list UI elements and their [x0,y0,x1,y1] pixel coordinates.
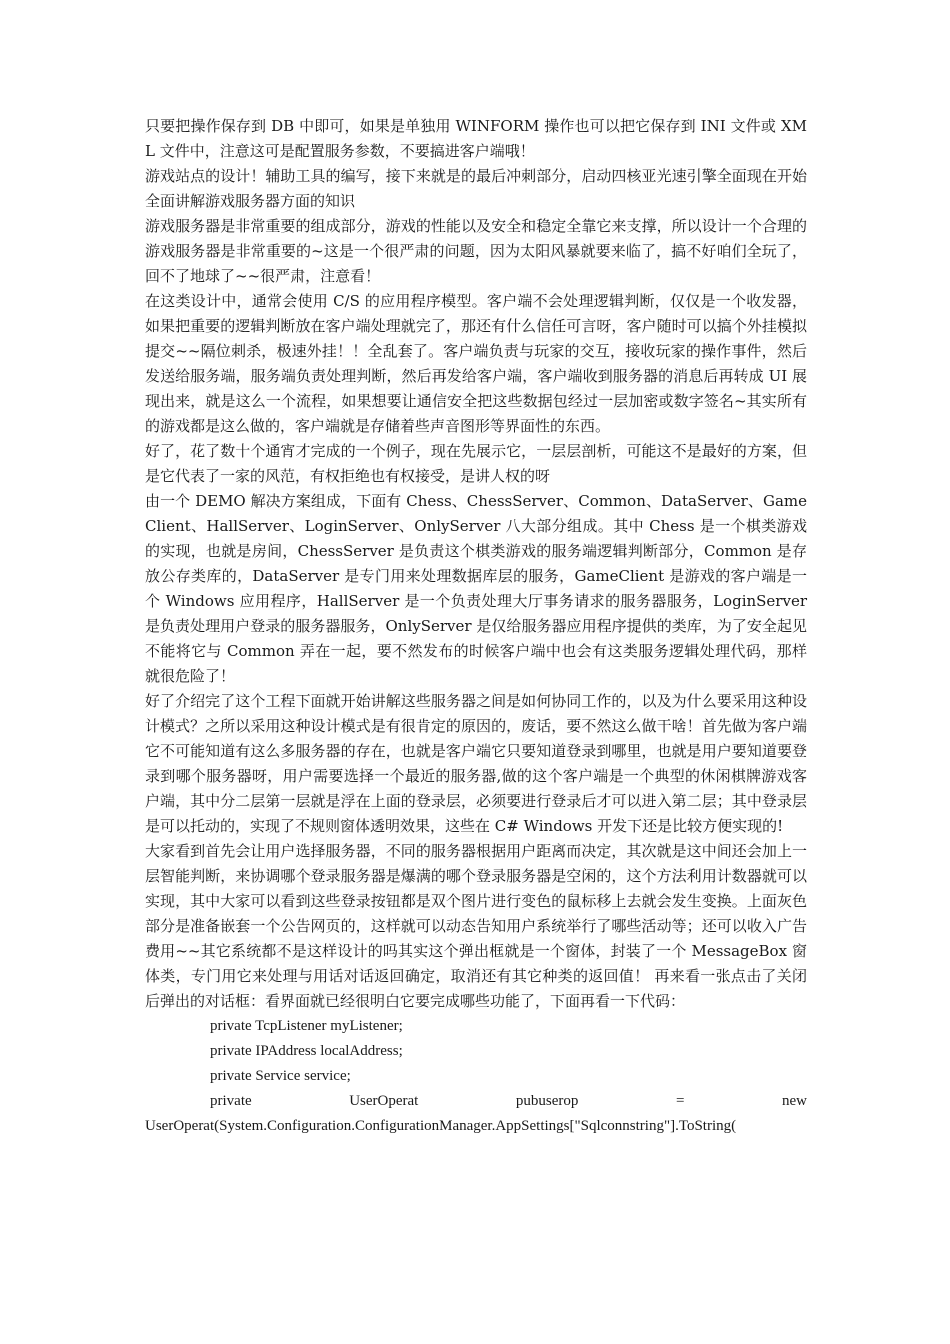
code-token: private [210,1093,252,1109]
code-block [145,1014,807,1139]
code-token: pubuserop [515,1093,579,1109]
code-token: UserOperat [349,1093,419,1109]
code-line-wrapped [145,1089,807,1114]
paragraph-server-importance: 游戏服务器是非常重要的组成部分，游戏的性能以及安全和稳定全靠它来支撑，所以设计一个合理的游戏服务器是非常重要的~这是一个很严肃的问题，因为太阳风暴就要来临了，搞不好咱们全玩了，回不了地球了~~很严肃，注意看！ [145,217,807,285]
paragraph-server-selection: 大家看到首先会让用户选择服务器，不同的服务器根据用户距离而决定，其次就是这中间还会加上一层智能判断，来协调哪个登录服务器是爆满的哪个登录服务器是空闲的，这个方法利用计数器就可以实现，其中大家可以看到这些登录按钮都是双个图片进行变色的鼠标移上去就会发生变换。上面灰色部分是准备嵌套一个公告网页的，这样就可以动态告知用户系统举行了哪些活动等；还可以收入广告费用~~其它系统都不是这样设计的吗其实这个弹出框就是一个窗体，封装了一个 MessageBox 窗体类，专门用它来处理与用话对话返回确定，取消还有其它种类的返回值！ 再来看一张点击了关闭后弹出的对话框：看界面就已经很明白它要完成哪些功能了，下面再看一下代码： [145,842,807,1010]
paragraph-cs-model: 在这类设计中，通常会使用 C/S 的应用程序模型。客户端不会处理逻辑判断，仅仅是一个收发器，如果把重要的逻辑判断放在客户端处理就完了，那还有什么信任可言呀，客户随时可以搞个外挂模拟提交~~隔位刺杀，极速外挂！！全乱套了。客户端负责与玩家的交互，接收玩家的操作事件，然后发送给服务端，服务端负责处理判断，然后再发给客户端，客户端收到服务器的消息后再转成 UI 展现出来，就是这么一个流程，如果想要让通信安全把这些数据包经过一层加密或数字签名~其实所有的游戏都是这么做的，客户端就是存储着些声音图形等界面性的东西。 [145,292,807,435]
paragraph-config-note: 只要把操作保存到 DB 中即可，如果是单独用 WINFORM 操作也可以把它保存到 INI 文件或 XML 文件中，注意这可是配置服务参数，不要搞进客户端哦！ [145,117,807,160]
document-page [145,114,807,1139]
paragraph-design-pattern: 好了介绍完了这个工程下面就开始讲解这些服务器之间是如何协同工作的，以及为什么要采用这种设计模式？之所以采用这种设计模式是有很肯定的原因的，废话，要不然这么做干啥！首先做为客户端它不可能知道有这么多服务器的存在，也就是客户端它只要知道登录到哪里，也就是用户要知道要登录到哪个服务器呀，用户需要选择一个最近的服务器,做的这个客户端是一个典型的休闲棋牌游戏客户端，其中分二层第一层就是浮在上面的登录层，必须要进行登录后才可以进入第二层；其中登录层是可以托动的，实现了不规则窗体透明效果，这些在 C# Windows 开发下还是比较方便实现的! [145,692,807,835]
code-line: private Service service; [210,1068,351,1084]
paragraph-solution-structure: 由一个 DEMO 解决方案组成，下面有 Chess、ChessServer、Common、DataServer、GameClient、HallServer、LoginServer、OnlyServer 八大部分组成。其中 Chess 是一个棋类游戏的实现，也就是房间，ChessServer 是负责这个棋类游戏的服务端逻辑判断部分，Common 是存放公存类库的，DataServer 是专门用来处理数据库层的服务，GameClient 是游戏的客户端是一个 Windows 应用程序，HallServer 是一个负责处理大厅事务请求的服务器服务，LoginServer 是负责处理用户登录的服务器服务，OnlyServer 是仅给服务器应用程序提供的类库，为了安全起见不能将它与 Common 弄在一起，要不然发布的时候客户端中也会有这类服务逻辑处理代码，那样就很危险了！ [145,492,807,685]
paragraph-site-design: 游戏站点的设计！辅助工具的编写，接下来就是的最后冲刺部分，启动四核亚光速引擎全面现在开始全面讲解游戏服务器方面的知识 [145,167,807,210]
paragraph-example-intro: 好了，花了数十个通宵才完成的一个例子，现在先展示它，一层层剖析，可能这不是最好的方案，但是它代表了一家的风范，有权拒绝也有权接受，是讲人权的呀 [145,442,807,485]
code-line: private IPAddress localAddress; [210,1043,403,1059]
code-line: private TcpListener myListener; [210,1018,403,1034]
code-token: new [781,1093,807,1109]
code-token: = [675,1093,685,1109]
code-line-continuation: UserOperat(System.Configuration.ConfigurationManager.AppSettings["Sqlconnstring"].ToString( [145,1118,737,1134]
